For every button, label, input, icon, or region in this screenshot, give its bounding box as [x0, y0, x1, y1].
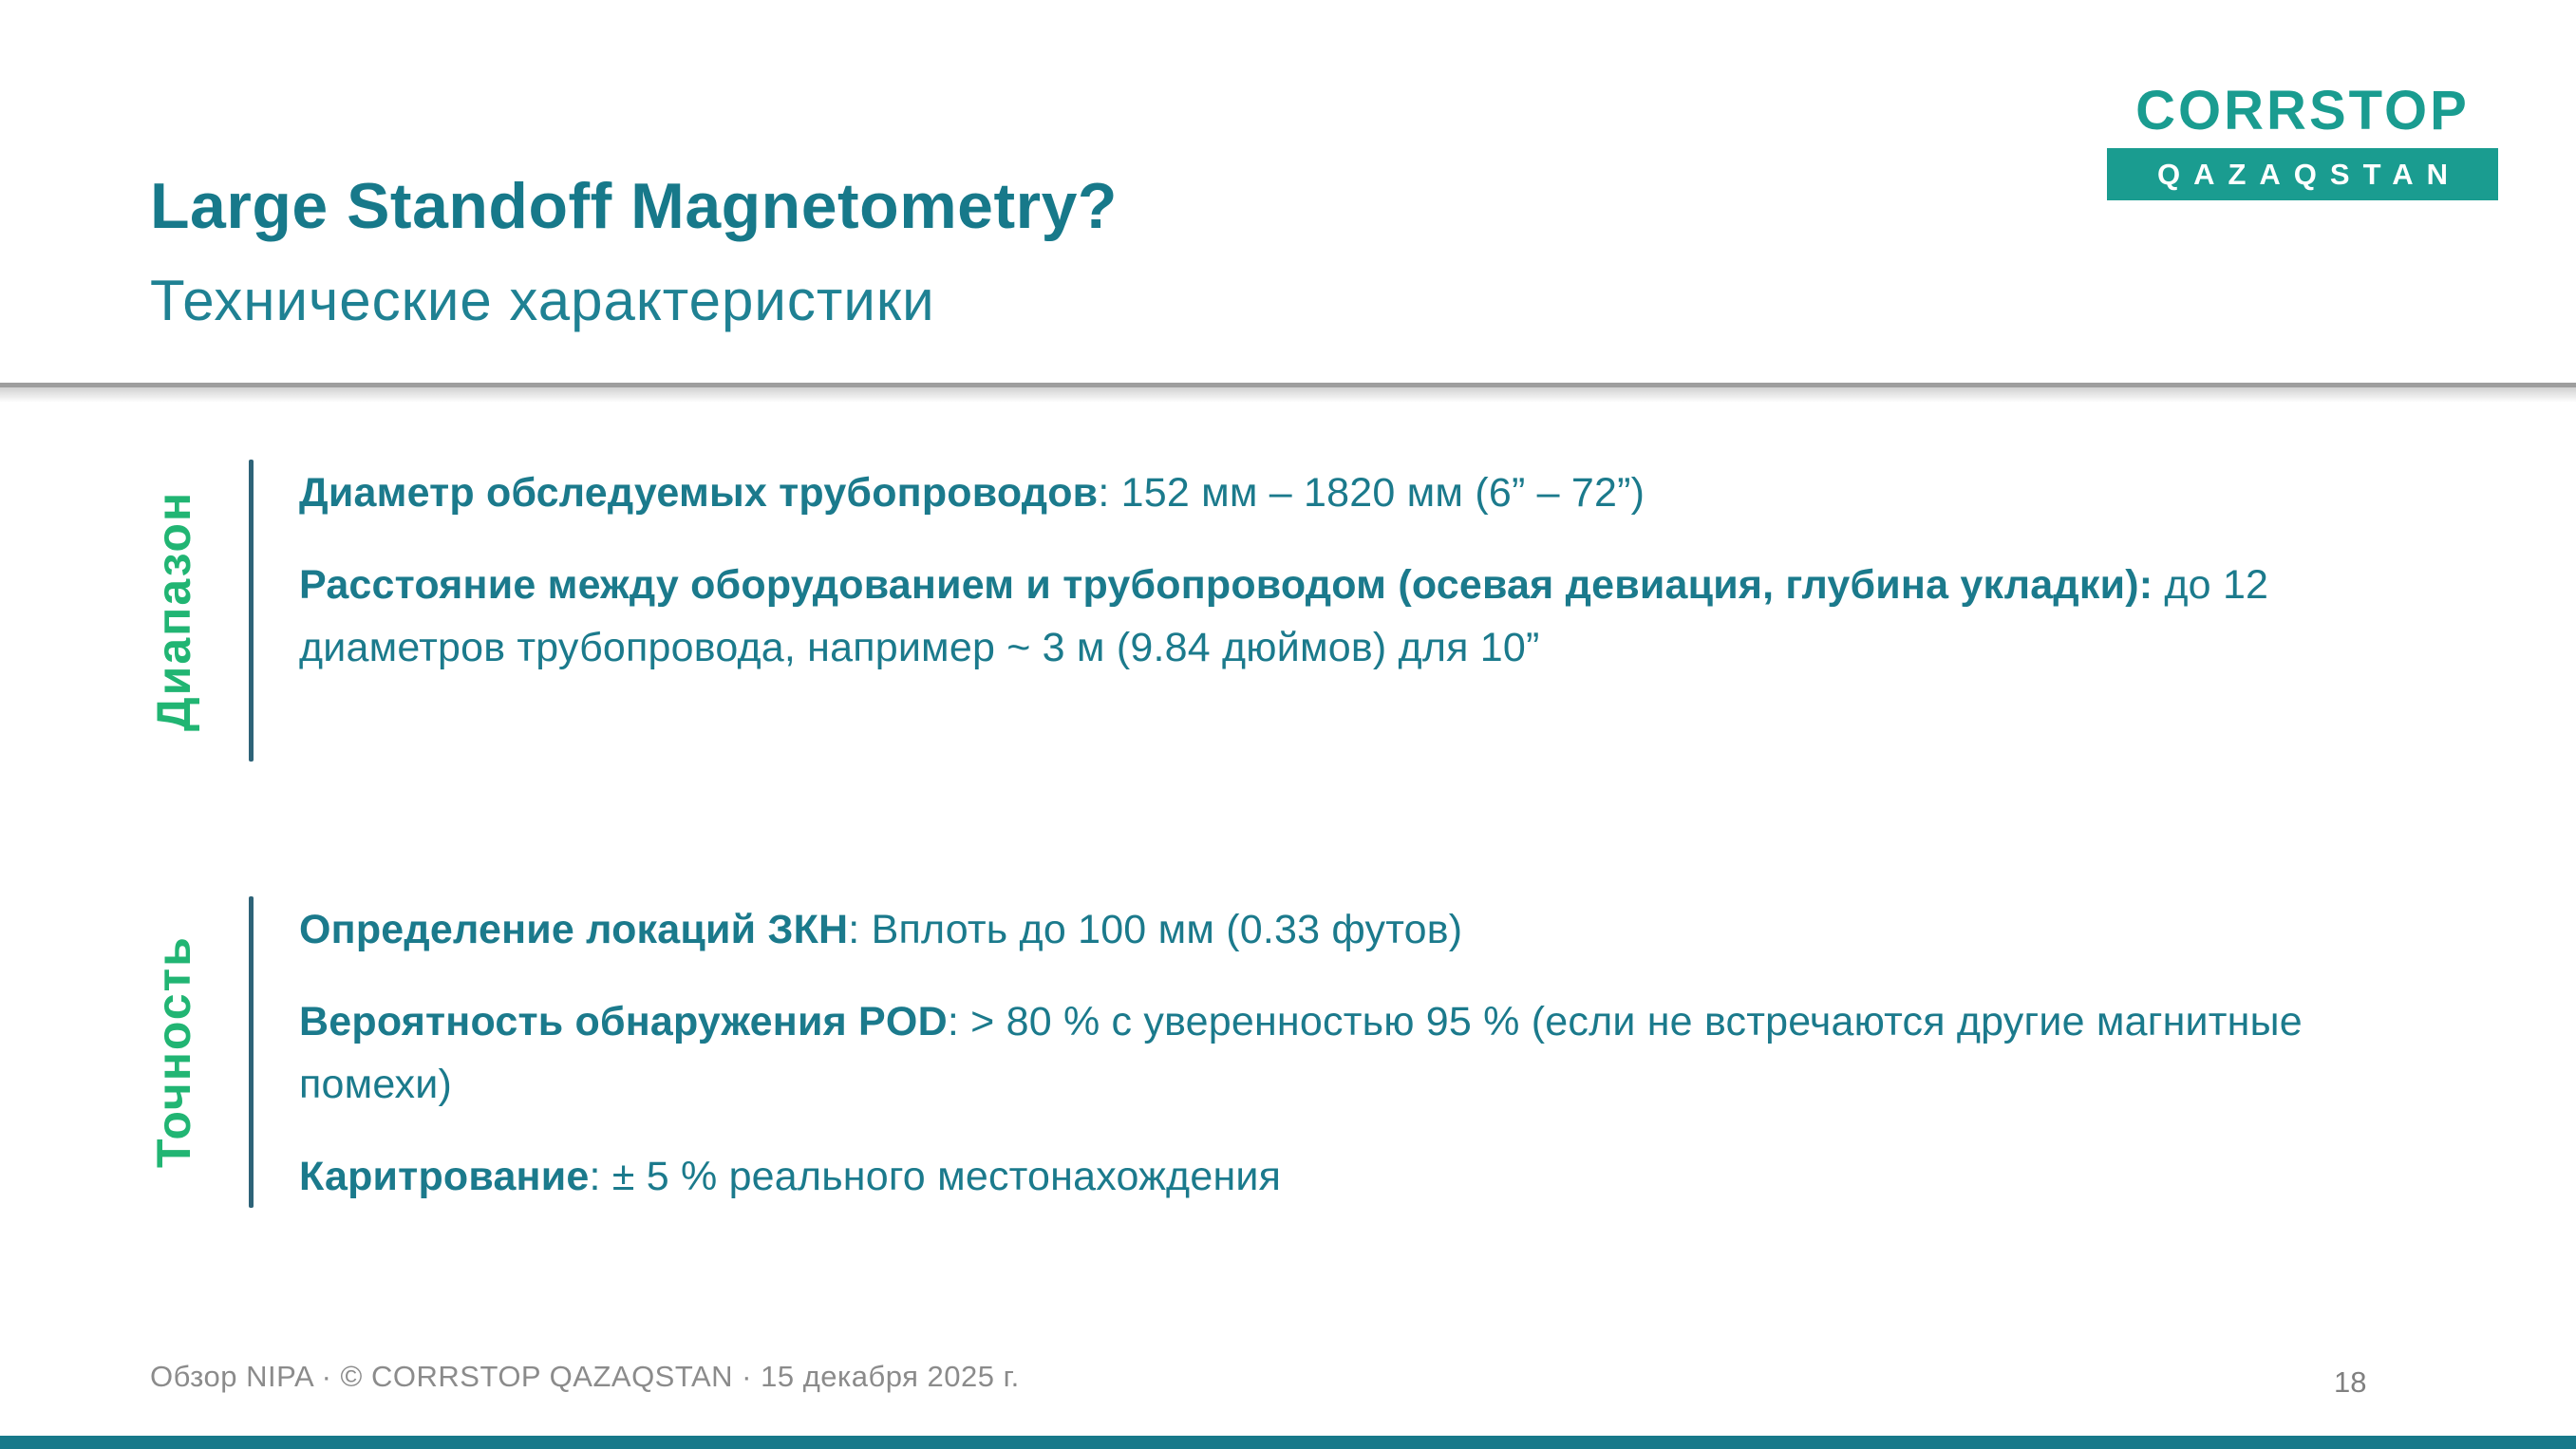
bottom-accent-bar — [0, 1436, 2576, 1449]
section-accuracy-label: Точность — [147, 935, 200, 1169]
spec-term: Каритрование — [299, 1153, 590, 1199]
spec-item — [299, 554, 2445, 680]
page-subtitle: Технические характеристики — [150, 269, 935, 332]
page-number: 18 — [2334, 1365, 2367, 1399]
logo-band: QAZAQSTAN — [2107, 148, 2498, 200]
footer-credits: Обзор NIPA · © CORRSTOP QAZAQSTAN · 15 декабря 2025 г. — [150, 1360, 1020, 1393]
spec-term: Вероятность обнаружения POD — [299, 998, 948, 1044]
section-accuracy-body — [299, 898, 2445, 1209]
spec-item — [299, 1145, 2445, 1209]
spec-desc: : Вплоть до 100 мм (0.33 футов) — [848, 907, 1463, 952]
section-range-rule — [249, 460, 254, 762]
corrstop-logo — [2107, 80, 2498, 200]
spec-desc: до 12 диаметров трубопровода, например ~ 3 м (9.84 дюймов) для 10” — [299, 561, 2269, 671]
page-title: Large Standoff Magnetometry? — [150, 170, 1118, 242]
spec-item — [299, 461, 2445, 525]
logo-wordmark: CORRSTOP — [2135, 80, 2470, 141]
spec-term: Определение локаций ЗКН — [299, 907, 849, 952]
spec-desc: : 152 мм – 1820 мм (6” – 72”) — [1098, 470, 1645, 516]
section-range-body — [299, 461, 2445, 680]
spec-desc: : > 80 % с уверенностью 95 % (если не встречаются другие магнитные помехи) — [299, 998, 2303, 1108]
spec-item — [299, 990, 2445, 1117]
spec-term: Диаметр обследуемых трубопроводов — [299, 470, 1099, 516]
spec-item — [299, 898, 2445, 962]
section-accuracy-rule — [249, 896, 254, 1208]
spec-term: Расстояние между оборудованием и трубопроводом (осевая девиация, глубина укладки): — [299, 561, 2165, 608]
section-range-label: Диапазон — [147, 490, 200, 731]
header-divider — [0, 383, 2576, 387]
spec-desc: : ± 5 % реального местонахождения — [589, 1153, 1282, 1199]
